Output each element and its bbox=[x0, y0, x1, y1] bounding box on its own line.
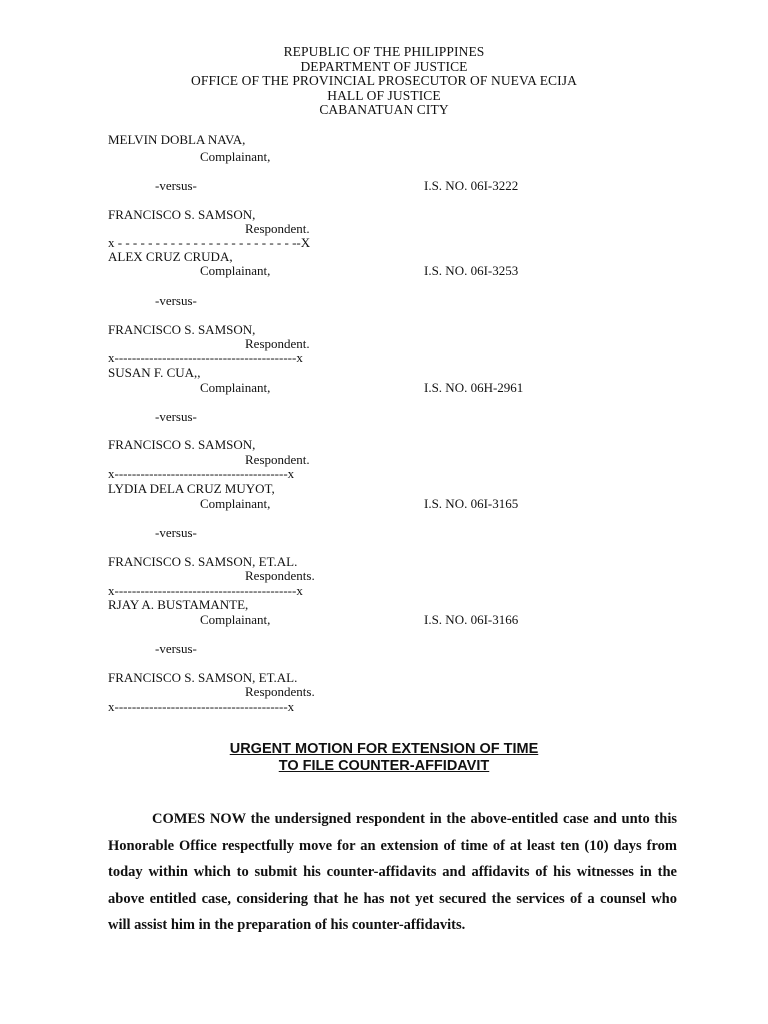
respondent-name: FRANCISCO S. SAMSON, ET.AL. bbox=[108, 554, 298, 569]
versus-label: -versus- bbox=[155, 178, 197, 193]
complainant-role: Complainant, bbox=[200, 612, 271, 627]
respondent-role: Respondent. bbox=[245, 452, 310, 467]
versus-label: -versus- bbox=[155, 293, 197, 308]
case-separator: x----------------------------------------x bbox=[108, 699, 295, 714]
versus-label: -versus- bbox=[155, 409, 197, 424]
respondent-role: Respondents. bbox=[245, 568, 315, 583]
is-number: I.S. NO. 06I-3165 bbox=[424, 496, 519, 511]
header-department: DEPARTMENT OF JUSTICE bbox=[300, 58, 468, 74]
complainant-name: SUSAN F. CUA,, bbox=[108, 365, 201, 380]
complainant-name: ALEX CRUZ CRUDA, bbox=[108, 249, 233, 264]
complainant-name: LYDIA DELA CRUZ MUYOT, bbox=[108, 481, 275, 496]
is-number: I.S. NO. 06I-3166 bbox=[424, 612, 519, 627]
case-separator: x------------------------------------------x bbox=[108, 583, 303, 598]
header-city: CABANATUAN CITY bbox=[319, 102, 449, 117]
document-header bbox=[0, 45, 768, 118]
respondent-role: Respondent. bbox=[245, 336, 310, 351]
motion-title bbox=[0, 741, 768, 775]
versus-label: -versus- bbox=[155, 641, 197, 656]
respondent-name: FRANCISCO S. SAMSON, ET.AL. bbox=[108, 670, 298, 685]
header-hall: HALL OF JUSTICE bbox=[327, 87, 441, 103]
respondent-name: FRANCISCO S. SAMSON, bbox=[108, 437, 256, 452]
motion-body-paragraph: COMES NOW the undersigned respondent in the above-entitled case and unto this Honorable Office respectfully move for an extension of time of at least ten (10) days from today within which to submit his counter-affidavits and affidavits of his witnesses in the above entitled case, considering that he has not yet secured the services of a counsel who will assist him in the preparation of his counter-affidavits. bbox=[108, 811, 677, 934]
is-number: I.S. NO. 06H-2961 bbox=[424, 380, 524, 395]
versus-label: -versus- bbox=[155, 525, 197, 540]
complainant-role: Complainant, bbox=[200, 496, 271, 511]
motion-title-line1: URGENT MOTION FOR EXTENSION OF TIME bbox=[229, 741, 539, 757]
is-number: I.S. NO. 06I-3253 bbox=[424, 263, 519, 278]
case-separator: x------------------------------------------x bbox=[108, 350, 303, 365]
complainant-name: RJAY A. BUSTAMANTE, bbox=[108, 597, 249, 612]
case-separator: x - - - - - - - - - - - - - - - - - - - - - - - --X bbox=[108, 235, 311, 250]
respondent-name: FRANCISCO S. SAMSON, bbox=[108, 207, 256, 222]
header-office: OFFICE OF THE PROVINCIAL PROSECUTOR OF NUEVA ECIJA bbox=[191, 73, 577, 88]
header-republic: REPUBLIC OF THE PHILIPPINES bbox=[283, 44, 485, 59]
is-number: I.S. NO. 06I-3222 bbox=[424, 178, 519, 193]
motion-title-line2: TO FILE COUNTER-AFFIDAVIT bbox=[278, 758, 490, 774]
respondent-role: Respondents. bbox=[245, 684, 315, 699]
respondent-name: FRANCISCO S. SAMSON, bbox=[108, 322, 256, 337]
complainant-name: MELVIN DOBLA NAVA, bbox=[108, 132, 246, 147]
complainant-role: Complainant, bbox=[200, 263, 271, 278]
respondent-role: Respondent. bbox=[245, 221, 310, 236]
complainant-role: Complainant, bbox=[200, 380, 271, 395]
case-separator: x----------------------------------------x bbox=[108, 466, 295, 481]
complainant-role: Complainant, bbox=[200, 149, 271, 164]
